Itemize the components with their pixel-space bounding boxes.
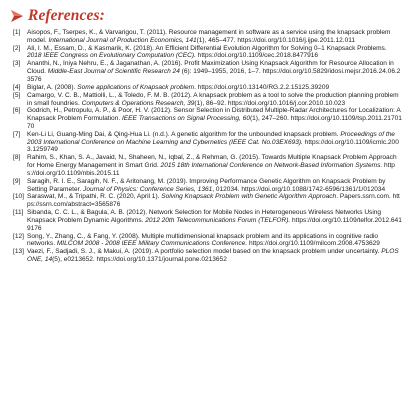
reference-source: PLOS ONE, 14	[27, 248, 399, 263]
reference-authors-title: Saragih, R. I. E., Saragih, N. F., & Aritonang, M. (2019). Improving Performance Genetic Algorithm on Knapsack Problem by Setting Parameter.	[27, 177, 386, 193]
reference-text	[27, 131, 406, 154]
reference-authors-title: Saraswat, M., & Tripathi, R. C. (2020, April 1).	[27, 193, 162, 201]
reference-doi-link[interactable]: (1), 247–260. https://doi.org/10.1109/tsp.2011.2170170	[27, 115, 402, 130]
reference-doi-link[interactable]: (1), 465–477. https://doi.org/10.1016/j.ijpe.2011.12.011	[196, 36, 356, 44]
reference-item	[8, 131, 406, 154]
reference-item	[8, 154, 406, 177]
reference-doi-link[interactable]: . https://doi.org/10.13140/RG.2.2.15125.39209	[194, 83, 330, 91]
reference-item	[8, 233, 406, 249]
reference-number: [2]	[13, 44, 21, 52]
reference-text	[27, 60, 406, 83]
reference-number: [7]	[13, 130, 21, 138]
reference-text	[27, 178, 406, 194]
reference-authors-title: Ali, I. M., Essam, D., & Kasmarik, K. (2018). An Efficient Differential Evolution Algorithm for Solving 0–1 Knapsack Problems.	[27, 44, 387, 52]
reference-source: Some applications of Knapsack problem	[77, 83, 195, 91]
reference-item	[8, 248, 406, 264]
reference-text	[27, 233, 406, 249]
reference-item	[8, 107, 406, 130]
reference-item	[8, 84, 406, 92]
reference-doi-link[interactable]: https://doi.org/10.1109/nbis.2015.11	[27, 162, 395, 177]
reference-number: [8]	[13, 154, 21, 162]
reference-source: 2015 18th International Conference on Network-Based Information Systems.	[160, 162, 383, 170]
references-heading	[10, 6, 406, 26]
reference-number: [3]	[13, 60, 21, 68]
reference-doi-link[interactable]: (5), e0213652. https://doi.org/10.1371/journal.pone.0213652	[52, 256, 227, 263]
reference-doi-link[interactable]: https://doi.org/10.1109/cec.2018.8477916	[195, 52, 319, 60]
reference-number: [10]	[13, 193, 24, 201]
reference-text	[27, 248, 406, 264]
reference-authors-title: Godrich, H., Petropulu, A. P., & Poor, H. V. (2012). Sensor Selection in Distributed Multiple-Radar Architectures for Localization: A Knapsack Problem Formulation.	[27, 107, 401, 123]
reference-source: MILCOM 2008 - 2008 IEEE Military Communications Conference.	[56, 240, 248, 248]
reference-number: [11]	[13, 209, 24, 217]
reference-number: [13]	[13, 248, 24, 256]
reference-source: Journal of Physics: Conference Series, 1361	[83, 185, 213, 193]
reference-source: 2018 IEEE Congress on Evolutionary Computation (CEC).	[27, 52, 196, 60]
reference-doi-link[interactable]: https://doi.org/10.1109/milcom.2008.4753629	[247, 240, 380, 248]
reference-authors-title: Ken-Li Li, Guang-Ming Dai, & Qing-Hua Li. (n.d.). A genetic algorithm for the unbounded knapsack problem.	[27, 130, 341, 138]
reference-source: Solving Knapsack Problem with Genetic Algorithm Approach	[161, 193, 337, 201]
reference-list	[8, 29, 406, 264]
reference-source: Computers & Operations Research, 39	[81, 99, 195, 107]
reference-source: Proceedings of the 2003 International Conference on Machine Learning and Cybernetics (IEEE Cat. No.03EX693).	[27, 130, 395, 146]
reference-text	[27, 193, 406, 209]
reference-source: International Journal of Production Economics, 141	[48, 36, 197, 44]
reference-doi-link[interactable]: . Papers.ssrn.com. https://ssrn.com/abstract=3565876	[27, 193, 400, 209]
reference-authors-title: Rahim, S., Khan, S. A., Javaid, N., Shaheen, N., Iqbal, Z., & Rehman, G. (2015). Towards Multiple Knapsack Problem Approach for Home Energy Management in Smart Grid.	[27, 154, 397, 170]
reference-item	[8, 92, 406, 108]
reference-number: [9]	[13, 177, 21, 185]
reference-source: IEEE Transactions on Signal Processing, 60	[121, 115, 250, 123]
reference-text	[27, 84, 406, 92]
reference-item	[8, 60, 406, 83]
reference-doi-link[interactable]: (6): 1949–1955, 2016, 1–7. https://doi.org/10.5829/idosi.mejsr.2016.24.06.23576	[27, 68, 401, 83]
reference-source: Middle-East Journal of Scientific Research 24	[47, 68, 180, 76]
reference-text	[27, 45, 406, 61]
page-title: References:	[28, 7, 105, 24]
reference-doi-link[interactable]: https://doi.org/10.1109/icmlc.2003.1259749	[27, 138, 399, 154]
reference-authors-title: Camargo, V. C. B., Mattiolli, L., & Toledo, F. M. B. (2012). A knapsack problem as a tool to solve the production planning problem in small foundries.	[27, 91, 399, 107]
reference-text	[27, 209, 406, 232]
reference-number: [6]	[13, 107, 21, 115]
reference-number: [5]	[13, 91, 21, 99]
reference-source: 2012 20th Telecommunications Forum (TELFOR).	[145, 216, 291, 224]
reference-text	[27, 92, 406, 108]
reference-item	[8, 45, 406, 61]
reference-item	[8, 193, 406, 209]
reference-item	[8, 178, 406, 194]
red-arrow-bullet-icon	[10, 9, 24, 23]
reference-authors-title: Song, Y., Zhang, C., & Fang, Y. (2008). Multiple multidimensional knapsack problem and its applications in cognitive radio networks.	[27, 232, 379, 248]
reference-number: [12]	[13, 232, 24, 240]
reference-text	[27, 107, 406, 130]
reference-doi-link[interactable]: (1), 86–92. https://doi.org/10.1016/j.cor.2010.10.023	[194, 99, 346, 107]
reference-authors-title: Sibanda, C. C. L., & Bagula, A. B. (2012). Network Selection for Mobile Nodes in Heterogeneous Wireless Networks Using Knapsack Problem Dynamic Algorithms.	[27, 209, 382, 224]
reference-number: [4]	[13, 83, 21, 91]
reference-item	[8, 209, 406, 232]
reference-authors-title: Ananthi, N., Iniya Nehru, E., & Jaganathan, A. (2016). Profit Maximization Using Knapsack Algorithm for Resource Allocation in Cloud.	[27, 60, 394, 76]
reference-number: [1]	[13, 29, 21, 36]
reference-authors-title: Biglar, A. (2008).	[27, 83, 78, 91]
reference-text	[27, 154, 406, 177]
reference-item	[8, 29, 406, 45]
reference-text	[27, 29, 406, 45]
reference-authors-title: Aisopos, F., Tserpes, K., & Varvarigou, T. (2011). Resource management in software as a service using the knapsack problem model.	[27, 29, 391, 44]
reference-authors-title: Vaezi, F., Sadjadi, S. J., & Makui, A. (2019). A portfolio selection model based on the knapsack problem under uncertainty.	[27, 248, 382, 256]
reference-doi-link[interactable]: , 012034. https://doi.org/10.1088/1742-6596/1361/1/012034	[212, 185, 386, 193]
reference-doi-link[interactable]: https://doi.org/10.1109/telfor.2012.6419176	[27, 216, 402, 232]
